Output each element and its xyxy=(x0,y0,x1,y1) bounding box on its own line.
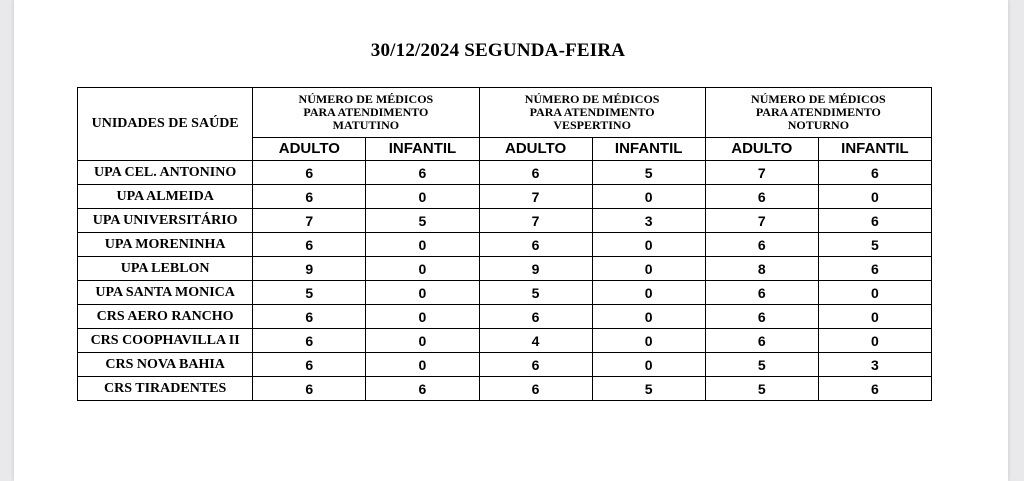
subheader-infantil-noturno: INFANTIL xyxy=(818,137,931,160)
value-cell: 6 xyxy=(818,257,931,281)
table-row xyxy=(78,209,932,233)
subheader-adulto-matutino: ADULTO xyxy=(253,137,366,160)
value-cell: 6 xyxy=(705,185,818,209)
value-cell: 0 xyxy=(818,329,931,353)
table-row xyxy=(78,377,932,401)
value-cell: 6 xyxy=(705,329,818,353)
value-cell: 6 xyxy=(253,161,366,185)
group-header-line: VESPERTINO xyxy=(553,117,631,132)
value-cell: 6 xyxy=(253,329,366,353)
value-cell: 0 xyxy=(366,281,479,305)
value-cell: 0 xyxy=(592,257,705,281)
value-cell: 6 xyxy=(366,161,479,185)
value-cell: 4 xyxy=(479,329,592,353)
value-cell: 0 xyxy=(818,281,931,305)
subheader-adulto-noturno: ADULTO xyxy=(705,137,818,160)
value-cell: 0 xyxy=(592,185,705,209)
value-cell: 0 xyxy=(366,185,479,209)
value-cell: 6 xyxy=(479,353,592,377)
value-cell: 6 xyxy=(705,233,818,257)
table-row xyxy=(78,305,932,329)
unit-name-cell: UPA LEBLON xyxy=(78,257,253,281)
table-row xyxy=(78,329,932,353)
value-cell: 0 xyxy=(366,329,479,353)
value-cell: 0 xyxy=(818,185,931,209)
unit-name-cell: UPA MORENINHA xyxy=(78,233,253,257)
value-cell: 6 xyxy=(818,161,931,185)
table-header-row xyxy=(78,88,932,138)
group-header-line: NOTURNO xyxy=(787,117,850,132)
unit-name-cell: CRS AERO RANCHO xyxy=(78,305,253,329)
group-header-line: PARA ATENDIMENTO xyxy=(755,104,881,119)
table-row xyxy=(78,281,932,305)
subheader-infantil-vespertino: INFANTIL xyxy=(592,137,705,160)
unit-name-cell: CRS COOPHAVILLA II xyxy=(78,329,253,353)
unit-name-cell: UPA CEL. ANTONINO xyxy=(78,161,253,185)
group-header-line: NÚMERO DE MÉDICOS xyxy=(524,91,660,106)
value-cell: 9 xyxy=(253,257,366,281)
value-cell: 6 xyxy=(253,377,366,401)
value-cell: 0 xyxy=(592,353,705,377)
value-cell: 5 xyxy=(253,281,366,305)
value-cell: 7 xyxy=(479,185,592,209)
value-cell: 6 xyxy=(253,233,366,257)
group-header-line: PARA ATENDIMENTO xyxy=(529,104,655,119)
group-header-noturno xyxy=(705,88,931,138)
value-cell: 8 xyxy=(705,257,818,281)
table-row xyxy=(78,257,932,281)
value-cell: 0 xyxy=(592,281,705,305)
unit-name-cell: CRS NOVA BAHIA xyxy=(78,353,253,377)
value-cell: 0 xyxy=(592,305,705,329)
group-header-matutino xyxy=(253,88,479,138)
table-row xyxy=(78,161,932,185)
value-cell: 6 xyxy=(253,305,366,329)
value-cell: 6 xyxy=(705,305,818,329)
group-header-vespertino xyxy=(479,88,705,138)
value-cell: 6 xyxy=(479,377,592,401)
value-cell: 7 xyxy=(705,161,818,185)
value-cell: 7 xyxy=(253,209,366,233)
unit-name-cell: UPA UNIVERSITÁRIO xyxy=(78,209,253,233)
value-cell: 3 xyxy=(818,353,931,377)
group-header-line: NÚMERO DE MÉDICOS xyxy=(298,91,434,106)
unit-name-cell: CRS TIRADENTES xyxy=(78,377,253,401)
value-cell: 6 xyxy=(253,353,366,377)
subheader-infantil-matutino: INFANTIL xyxy=(366,137,479,160)
value-cell: 5 xyxy=(479,281,592,305)
group-header-line: MATUTINO xyxy=(332,117,400,132)
group-header-line: NÚMERO DE MÉDICOS xyxy=(751,91,886,106)
value-cell: 0 xyxy=(366,353,479,377)
value-cell: 6 xyxy=(479,233,592,257)
value-cell: 5 xyxy=(705,377,818,401)
value-cell: 7 xyxy=(479,209,592,233)
value-cell: 0 xyxy=(366,305,479,329)
table-row xyxy=(78,353,932,377)
unit-column-header: UNIDADES DE SAÚDE xyxy=(78,88,253,161)
unit-name-cell: UPA ALMEIDA xyxy=(78,185,253,209)
value-cell: 5 xyxy=(705,353,818,377)
doctors-schedule-table xyxy=(77,87,932,401)
value-cell: 6 xyxy=(253,185,366,209)
value-cell: 7 xyxy=(705,209,818,233)
value-cell: 6 xyxy=(479,161,592,185)
value-cell: 6 xyxy=(818,209,931,233)
value-cell: 3 xyxy=(592,209,705,233)
value-cell: 6 xyxy=(479,305,592,329)
value-cell: 6 xyxy=(366,377,479,401)
value-cell: 0 xyxy=(818,305,931,329)
value-cell: 5 xyxy=(818,233,931,257)
value-cell: 6 xyxy=(705,281,818,305)
value-cell: 0 xyxy=(366,233,479,257)
value-cell: 0 xyxy=(592,329,705,353)
table-row xyxy=(78,233,932,257)
value-cell: 5 xyxy=(592,377,705,401)
value-cell: 5 xyxy=(592,161,705,185)
page-title: 30/12/2024 SEGUNDA-FEIRA xyxy=(370,40,626,61)
group-header-line: PARA ATENDIMENTO xyxy=(303,104,429,119)
value-cell: 9 xyxy=(479,257,592,281)
table-row xyxy=(78,185,932,209)
value-cell: 6 xyxy=(818,377,931,401)
value-cell: 0 xyxy=(592,233,705,257)
unit-name-cell: UPA SANTA MONICA xyxy=(78,281,253,305)
subheader-adulto-vespertino: ADULTO xyxy=(479,137,592,160)
value-cell: 0 xyxy=(366,257,479,281)
value-cell: 5 xyxy=(366,209,479,233)
